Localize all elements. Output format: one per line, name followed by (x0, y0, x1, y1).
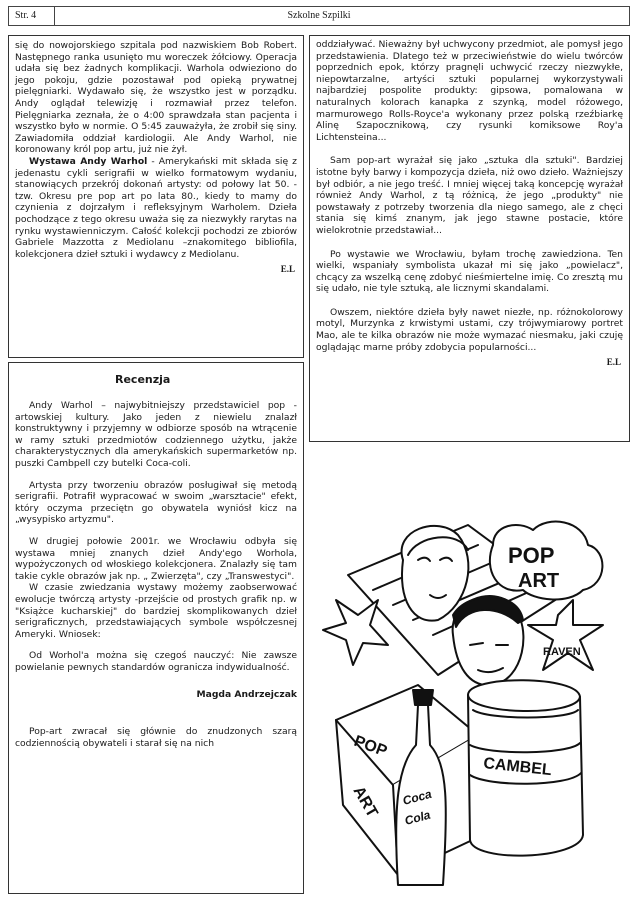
signature: E.L (280, 264, 295, 275)
review-box (8, 362, 304, 894)
review-title: Recenzja (115, 373, 171, 386)
review-paragraph: Andy Warhol – najwybitniejszy przedstawiciel pop - artowskiej kultury. Jako jeden z niewielu znalazł konstruktywny i przyjemny w odbiorze sposób na wtrącenie w ramy sztuki przedmiotów codziennego użytku, jakże charakterystycznych dla amerykańskich supermarketów np. puszki Cambpell czy butelki Coca-coli. (15, 400, 297, 469)
coke-label-1: Coca (401, 786, 434, 808)
exhibition-paragraph (15, 156, 297, 260)
article-paragraph: oddziaływać. Nieważny był uchwycony przedmiot, ale pomysł jego przedstawienia. Dlatego też w przeciwieństwie do wielu twórców poprzednich epok, którzy pragnęli uchwycić rzeczy niezwykłe, niepowtarzalne, artyści sztuki popularnej wykorzystywali najbardziej pospolite produkty: gipsowa, pomalowana w naturalnych kolorach kanapka z szynką, model różowego, marmurowego Rolls-Royce'a wykonany przez polską rzeźbiarkę Alinę Szapocznikową, czy rysunki komiksowe Roy'a Lichtensteina... (316, 39, 623, 143)
warhol-article-box (8, 35, 304, 358)
pop-art-illustration (318, 505, 630, 890)
review-paragraph: Pop-art zwracał się głównie do znudzonych szarą codziennością obywateli i starał się na nich (15, 726, 297, 750)
page-number: Str. 4 (15, 10, 37, 21)
review-paragraph: Od Worhol'a można się czegoś nauczyć: Nie zawsze powielanie pewnych standardów ogranicza indywidualność. (15, 650, 297, 673)
signature: E.L (606, 357, 621, 368)
article-paragraph: Owszem, niektóre dzieła były nawet niezłe, np. różnokolorowy motyl, Murzynka z krwistymi ustami, czy trójwymiarowy portret Mao, ale te kilka obrazów nie może wymazać niesmaku, jaki czuję oglądając marne próby zdobycia popularności... (316, 306, 623, 353)
can-label: CAMBEL (482, 755, 553, 780)
article-paragraph: Po wystawie we Wrocławiu, byłam trochę zawiedziona. Ten wielki, wspaniały symbolista ukazał mi się jako „powielacz", chcący za wszelką cenę zdobyć nieśmiertelne imię. Co zresztą mu się udało, nie tyle sztuką, ale licznymi skandalami. (316, 248, 623, 295)
article-paragraph: Sam pop-art wyrażał się jako „sztuka dla sztuki". Bardziej istotne były barwy i kompozycja dzieła, niż owo dzieło. Ważniejszy był odbiór, a nie jego treść. I mniej więcej taką koncepcję wyrażał również Andy Warhol, z tą różnicą, że jego „produkty" nie powstawały z potrzeby tworzenia dla niego samego, ale z chęci stania się kimś znanym, jak jego stawne postacie, które wielokrotnie przedstawiał... (316, 155, 623, 236)
coke-label-2: Cola (403, 807, 432, 828)
art-label: ART (518, 570, 560, 592)
newspaper-title: Szkolne Szpilki (287, 10, 351, 21)
review-paragraph: Artysta przy tworzeniu obrazów posługiwał się metodą serigrafii. Potrafił wypracować w swoim „warsztacie" efekt, który oczyma przeciętn go obywatela wyniósł kicz na „wysypisko artyzmu". (15, 479, 297, 526)
page-header (8, 6, 630, 26)
box-art-label: ART (349, 783, 381, 821)
article-paragraph: się do nowojorskiego szpitala pod nazwiskiem Bob Robert. Następnego ranka usunięto mu woreczek żółciowy. Operacja udała się bez żadnych komplikacji. Warhola odwieziono do jego pokoju, gdzie pozostawał pod opieką prywatnej pielęgniarki. Wydawało się, że wszystko jest w porządku. Andy oglądał telewizję i rozmawiał przez telefon. Pielęgniarka zeznała, że o 4:00 sprawdzała stan pacjenta i wszystko było w normie. O 5:45 zauważyła, że zrobił się siny. Zawiadomiła oddział kardiologii. Ale Andy Warhol, nie koronowany król pop artu, już nie żył. (15, 40, 297, 156)
review-paragraph: W czasie zwiedzania wystawy możemy zaobserwować ewolucje twórczą artysty -przejście od prostych grafik np. w "Książce kucharskiej" do bardziej skomplikowanych dzieł serigraficznych, przedstawiających symbole współczesnej Ameryki. Wniosek: (15, 582, 297, 640)
pop-label: POP (508, 543, 555, 568)
popart-article-box (309, 35, 630, 442)
exhibition-text: - Amerykański mit składa się z jedenastu cykli serigrafii w wielko formatowym wydaniu, stanowiących przekrój dokonań artysty: od połowy lat 50. - tzw. Okresu pre pop art po lata 80., kiedy to mamy do czynienia z dojrzałym i refleksyjnym Warholem. Dzieła pochodzące z tego okresu uważa się za niezwykły rarytas na rynku wystawienniczym. Całość kolekcji pochodzi ze zbiorów Gabriele Mazzotta z Mediolanu –znakomitego bibliofila, kolekcjonera dzieł sztuki i wydawcy z Mediolanu. (15, 155, 297, 260)
review-paragraph: W drugiej połowie 2001r. we Wrocławiu odbyła się wystawa mniej znanych dzieł Andy'ego Worhola, wypożyczonych od włoskiego kolekcjonera. Znalazły się tam takie cykle obrazów jak np. „ Zwierzęta", czy „Transwestyci". (15, 535, 297, 582)
raven-label: RAVEN (543, 646, 581, 658)
review-author: Magda Andrzejczak (196, 689, 297, 701)
exhibition-heading: Wystawa Andy Warhol (29, 155, 148, 167)
box-pop-label: POP (351, 732, 390, 761)
